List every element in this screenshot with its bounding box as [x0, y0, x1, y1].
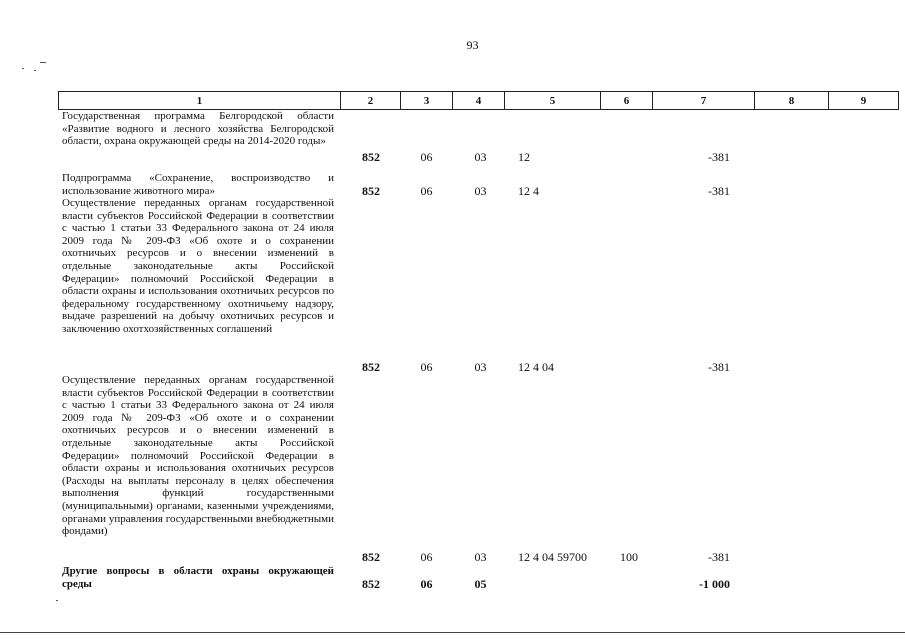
row-csr: 12	[518, 150, 530, 164]
row-amount: -381	[708, 550, 730, 564]
row-amount: -1 000	[699, 577, 730, 591]
header-row	[59, 92, 899, 110]
row-pr: 03	[474, 550, 487, 564]
header-col-9: 9	[829, 92, 899, 110]
scan-speck	[56, 600, 58, 601]
header-col-8: 8	[755, 92, 829, 110]
row-vr: 100	[620, 550, 638, 564]
header-col-7: 7	[653, 92, 755, 110]
row-description: Другие вопросы в области охраны окружающей среды	[62, 565, 334, 590]
row-pr: 05	[474, 577, 487, 591]
row-rz: 06	[420, 360, 433, 374]
table-header	[58, 91, 899, 110]
row-description: Подпрограмма «Сохранение, воспроизводство и использование животного мира»	[62, 172, 334, 197]
page-bottom-rule	[0, 632, 905, 633]
row-csr: 12 4 04	[518, 360, 554, 374]
scan-speck	[22, 68, 24, 69]
row-ved: 852	[362, 360, 380, 374]
header-col-3: 3	[401, 92, 453, 110]
row-ved: 852	[362, 150, 380, 164]
page-number: 93	[466, 38, 479, 52]
header-col-2: 2	[341, 92, 401, 110]
row-csr: 12 4 04 59700	[518, 550, 587, 564]
scan-speck	[34, 70, 36, 71]
header-col-4: 4	[453, 92, 505, 110]
row-description: Государственная программа Белгородской области «Развитие водного и лесного хозяйства Белгородской области, охрана окружающей среды на 2014-2020 годы»	[62, 110, 334, 148]
row-rz: 06	[420, 550, 433, 564]
row-pr: 03	[474, 360, 487, 374]
row-rz: 06	[420, 150, 433, 164]
row-csr: 12 4	[518, 184, 539, 198]
header-col-1: 1	[59, 92, 341, 110]
scan-speck	[40, 62, 46, 63]
row-ved: 852	[362, 184, 380, 198]
header-col-5: 5	[505, 92, 601, 110]
row-description: Осуществление переданных органам государственной власти субъектов Российской Федерации в соответствии с частью 1 статьи 33 Федерального закона от 24 июля 2009 года № 209-ФЗ «Об охоте и о сохранении охотничьих ресурсов и о внесении изменений в отдельные законодательные акты Российской Федерации» полномочий Российской Федерации в области охраны и использования охотничьих ресурсов по федеральному государственному охотничьему надзору, выдаче разрешений на добычу охотничьих ресурсов и заключению охотхозяйственных соглашений	[62, 197, 334, 335]
row-amount: -381	[708, 184, 730, 198]
header-col-6: 6	[601, 92, 653, 110]
row-description: Осуществление переданных органам государственной власти субъектов Российской Федерации в соответствии с частью 1 статьи 33 Федерального закона от 24 июля 2009 года № 209-ФЗ «Об охоте и о сохранении охотничьих ресурсов и о внесении изменений в отдельные законодательные акты Российской Федерации» полномочий Российской Федерации в области охраны и использования охотничьих ресурсов (Расходы на выплаты персоналу в целях обеспечения выполнения функций государственными (муниципальными) органами, казенными учреждениями, органами управления государственными внебюджетными фондами)	[62, 374, 334, 538]
row-rz: 06	[420, 577, 433, 591]
row-ved: 852	[362, 577, 380, 591]
row-pr: 03	[474, 184, 487, 198]
row-rz: 06	[420, 184, 433, 198]
row-amount: -381	[708, 150, 730, 164]
row-ved: 852	[362, 550, 380, 564]
row-pr: 03	[474, 150, 487, 164]
row-amount: -381	[708, 360, 730, 374]
